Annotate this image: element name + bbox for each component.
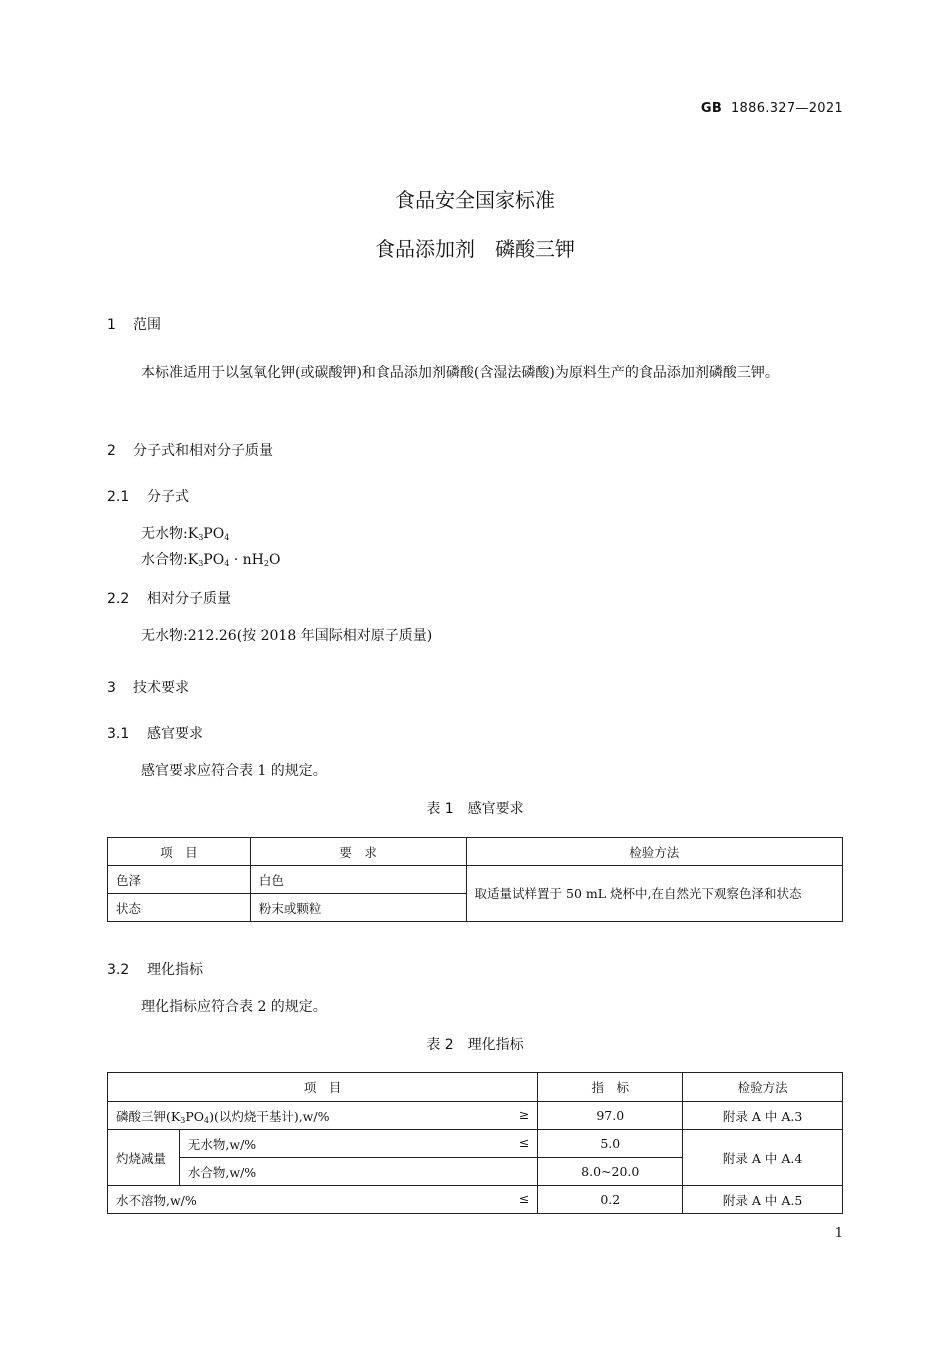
section-number: 3.1 xyxy=(107,726,130,742)
formula-sub: 2 xyxy=(263,559,269,568)
formula-hydrate-part: · nH xyxy=(229,552,264,568)
section-3-2-text: 理化指标应符合表 2 的规定。 xyxy=(141,999,327,1015)
section-number: 2 xyxy=(107,443,116,459)
section-3-1-heading xyxy=(107,723,203,743)
standard-prefix: GB xyxy=(700,101,723,116)
item-name xyxy=(116,1107,329,1125)
table-cell-method: 附录 A 中 A.4 xyxy=(683,1130,843,1186)
table-row xyxy=(108,1186,843,1214)
table-header-row xyxy=(108,1073,843,1102)
formula-sub: 4 xyxy=(224,533,230,542)
table-cell-value: 5.0 xyxy=(538,1130,683,1158)
formula-po: PO xyxy=(203,552,225,568)
section-number: 1 xyxy=(107,317,116,333)
item-sub: 4 xyxy=(203,1115,210,1125)
document-title-line1: 食品安全国家标准 xyxy=(395,188,555,212)
molecular-mass-text: 无水物:212.26(按 2018 年国际相对原子质量) xyxy=(141,628,433,644)
table-cell-group: 灼烧减量 xyxy=(108,1130,180,1186)
item-text: PO xyxy=(185,1108,204,1124)
table-cell-value: 0.2 xyxy=(538,1186,683,1214)
item-name: 无水物,w/% xyxy=(187,1136,257,1152)
formula-hydrate xyxy=(141,549,280,569)
table-header-row xyxy=(108,838,843,866)
formula-o: O xyxy=(268,552,281,568)
table-header-cell: 检验方法 xyxy=(466,838,842,866)
item-sub: 3 xyxy=(180,1115,186,1125)
formula-sub: 3 xyxy=(198,559,204,568)
relation-symbol: ≤ xyxy=(518,1134,530,1150)
table-cell-item: 水合物,w/% xyxy=(179,1158,537,1186)
item-text: )(以灼烧干基计),w/% xyxy=(209,1108,330,1124)
formula-label: 无水物: xyxy=(141,526,188,542)
table-row xyxy=(108,866,843,894)
relation-symbol: ≤ xyxy=(518,1190,530,1206)
formula-k: K xyxy=(187,552,199,568)
table-cell-item xyxy=(179,1130,537,1158)
table-cell-value: 8.0~20.0 xyxy=(538,1158,683,1186)
standard-code: 1886.327—2021 xyxy=(730,101,843,116)
section-3-2-heading xyxy=(107,959,203,979)
table-header-cell: 项 目 xyxy=(108,838,251,866)
table-cell: 白色 xyxy=(250,866,466,894)
formula-anhydrous xyxy=(141,523,229,543)
table-2-caption: 表 2 理化指标 xyxy=(426,1037,524,1053)
table-cell-method: 附录 A 中 A.3 xyxy=(683,1102,843,1130)
table-row xyxy=(108,1102,843,1130)
section-title: 理化指标 xyxy=(147,962,203,978)
formula-sub: 3 xyxy=(198,533,204,542)
table-cell: 状态 xyxy=(108,894,251,922)
table-1-sensory xyxy=(107,837,843,922)
section-2-1-heading xyxy=(107,486,189,506)
formula-label: 水合物: xyxy=(141,552,188,568)
table-header-cell: 指 标 xyxy=(538,1073,683,1102)
section-1-paragraph: 本标准适用于以氢氧化钾(或碳酸钾)和食品添加剂磷酸(含湿法磷酸)为原料生产的食品添加剂磷酸三钾。 xyxy=(141,365,779,381)
section-number: 3.2 xyxy=(107,962,130,978)
table-cell-item xyxy=(108,1102,538,1130)
section-3-heading xyxy=(107,677,189,697)
section-title: 分子式 xyxy=(147,489,189,505)
section-2-heading xyxy=(107,440,273,460)
formula-po: PO xyxy=(203,526,225,542)
section-title: 分子式和相对分子质量 xyxy=(133,443,273,459)
document-title-line2: 食品添加剂 磷酸三钾 xyxy=(375,237,575,261)
section-number: 2.2 xyxy=(107,591,130,607)
table-cell-value: 97.0 xyxy=(538,1102,683,1130)
table-row xyxy=(108,1130,843,1158)
table-cell: 粉末或颗粒 xyxy=(250,894,466,922)
section-title: 范围 xyxy=(133,317,161,333)
section-1-heading xyxy=(107,314,161,334)
table-1-caption: 表 1 感官要求 xyxy=(426,801,524,817)
section-number: 2.1 xyxy=(107,489,130,505)
section-3-1-text: 感官要求应符合表 1 的规定。 xyxy=(141,763,327,779)
page-number: 1 xyxy=(834,1226,843,1241)
table-cell-method: 取适量试样置于 50 mL 烧杯中,在自然光下观察色泽和状态 xyxy=(466,866,842,922)
standard-number xyxy=(701,101,843,116)
item-text: 磷酸三钾(K xyxy=(116,1108,181,1124)
table-cell: 色泽 xyxy=(108,866,251,894)
item-name: 水不溶物,w/% xyxy=(116,1192,197,1208)
formula-sub: 4 xyxy=(224,559,230,568)
table-header-cell: 项 目 xyxy=(108,1073,538,1102)
section-title: 相对分子质量 xyxy=(147,591,231,607)
table-header-cell: 检验方法 xyxy=(683,1073,843,1102)
section-2-2-heading xyxy=(107,588,231,608)
table-cell-item xyxy=(108,1186,538,1214)
table-cell-method: 附录 A 中 A.5 xyxy=(683,1186,843,1214)
section-title: 感官要求 xyxy=(147,726,203,742)
section-number: 3 xyxy=(107,680,116,696)
section-title: 技术要求 xyxy=(133,680,189,696)
table-header-cell: 要 求 xyxy=(250,838,466,866)
table-2-physicochemical xyxy=(107,1072,843,1214)
relation-symbol: ≥ xyxy=(518,1106,530,1122)
formula-k: K xyxy=(187,526,199,542)
